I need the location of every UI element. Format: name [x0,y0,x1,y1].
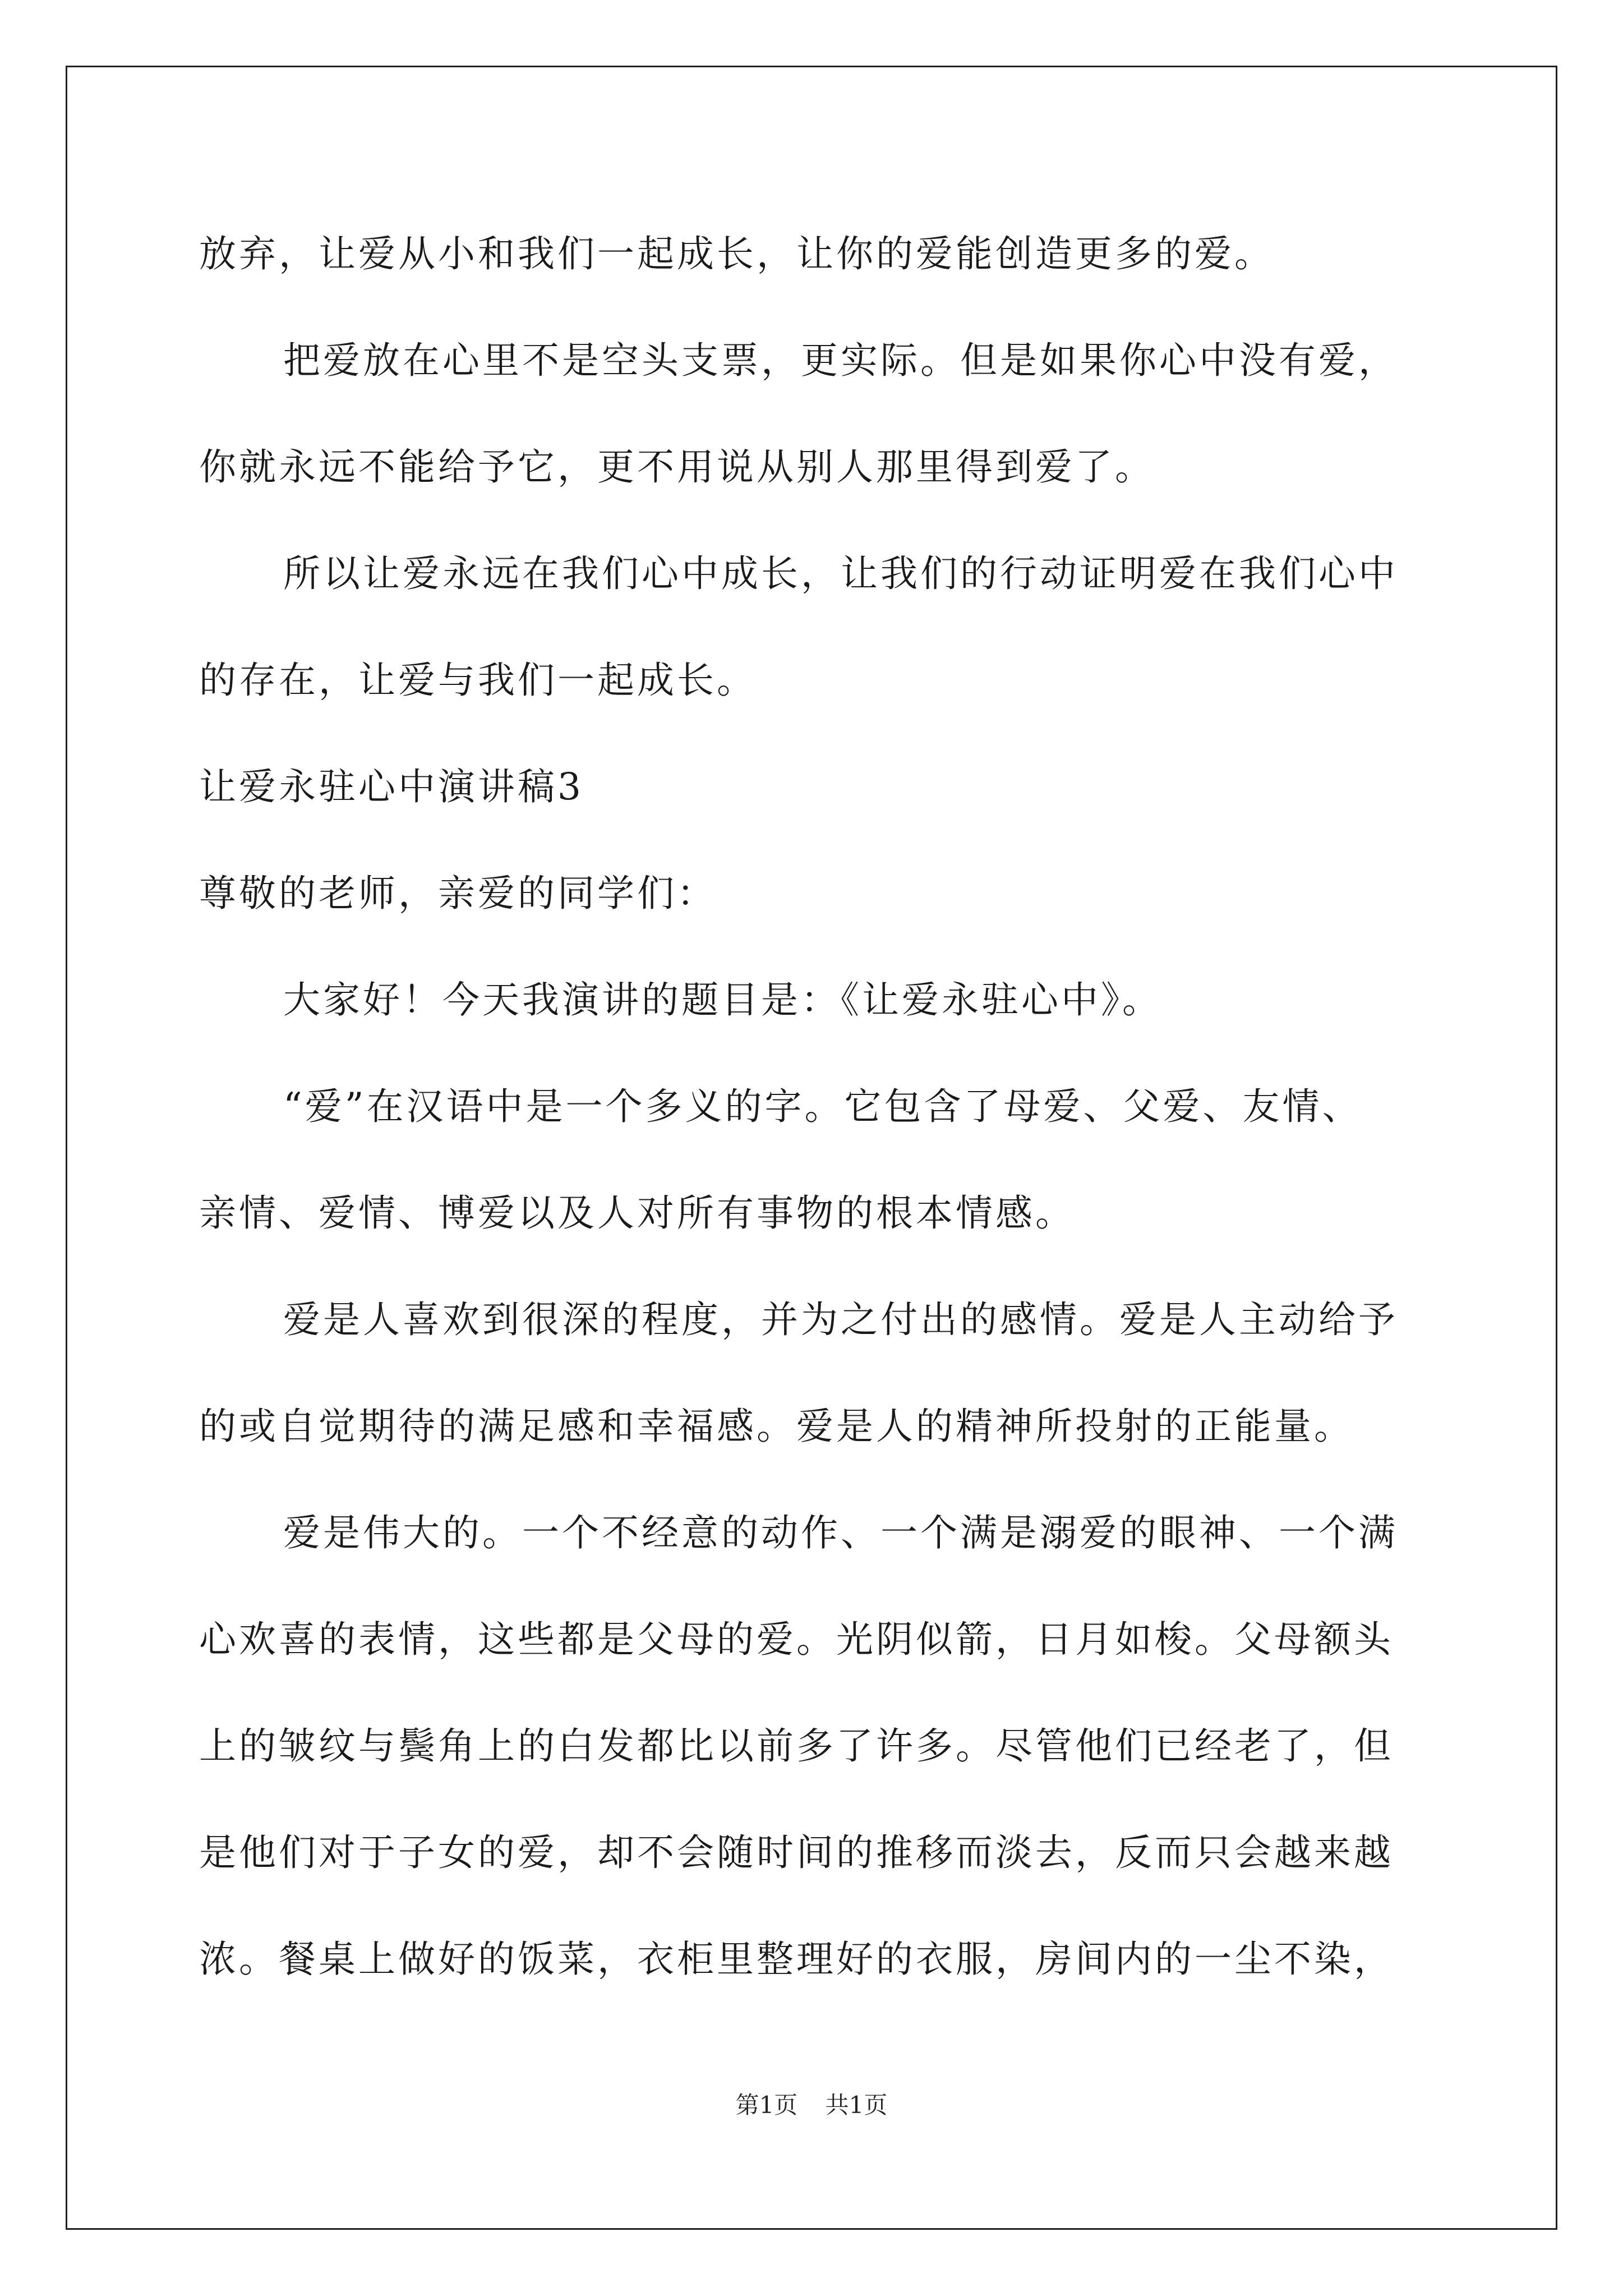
text-line-1: 放弃，让爱从小和我们一起成长，让你的爱能创造更多的爱。 [199,232,1274,275]
text-line-8: 大家好！今天我演讲的题目是：《让爱永驻心中》。 [283,978,1162,1022]
text-line-3: 你就永远不能给予它，更不用说从别人那里得到爱了。 [199,445,1155,489]
text-line-16: 是他们对于子女的爱，却不会随时间的推移而淡去，反而只会越来越 [199,1831,1394,1874]
text-line-15: 上的皱纹与鬓角上的白发都比以前多了许多。尽管他们已经老了，但 [199,1724,1394,1768]
text-line-10: 亲情、爱情、博爱以及人对所有事物的根本情感。 [199,1191,1075,1235]
salutation: 尊敬的老师，亲爱的同学们： [199,872,717,915]
text-line-5: 的存在，让爱与我们一起成长。 [199,659,757,702]
text-line-11: 爱是人喜欢到很深的程度，并为之付出的感情。爱是人主动给予 [283,1298,1398,1341]
text-line-17: 浓。餐桌上做好的饭菜，衣柜里整理好的衣服，房间内的一尘不染， [199,1938,1394,1981]
page-number-total: 共1页 [825,2091,888,2119]
text-line-14: 心欢喜的表情，这些都是父母的爱。光阴似箭，日月如梭。父母额头 [199,1618,1394,1661]
text-line-9: “爱”在汉语中是一个多义的字。它包含了母爱、父爱、友情、 [283,1085,1362,1128]
section-heading: 让爱永驻心中演讲稿3 [199,765,584,808]
text-line-2: 把爱放在心里不是空头支票，更实际。但是如果你心中没有爱， [283,339,1398,382]
text-line-13: 爱是伟大的。一个不经意的动作、一个满是溺爱的眼神、一个满 [283,1511,1398,1554]
text-line-12: 的或自觉期待的满足感和幸福感。爱是人的精神所投射的正能量。 [199,1405,1354,1448]
text-line-4: 所以让爱永远在我们心中成长，让我们的行动证明爱在我们心中 [283,552,1398,595]
page-border [66,66,1557,2230]
page-footer [0,2087,1623,2120]
page-number-current: 第1页 [735,2091,798,2119]
